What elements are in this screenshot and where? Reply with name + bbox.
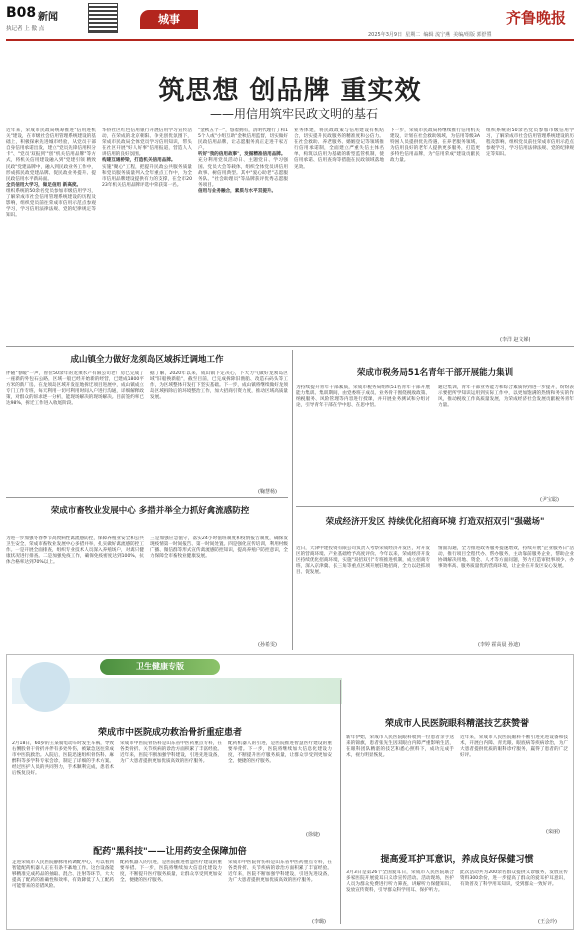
article-title-livestock: 荣成市畜牧业发展中心 多措并举全力抓好禽流感防控: [50, 506, 250, 516]
article-body: 情面沟通，全力推进政务服务提速增效，持续开展"企业服务日"活动，推行项目全程代办、帮办服务，主动靠前服务企业，帮助企业协调解决用地、资金、人才等方面问题，努力打造审批事项少、办事效率高、服务质量优的营商环境，让企业在开发区安心发展。: [438, 546, 574, 570]
article-body: 为进一步加强冬春季节高致病性禽流感防控，保障养殖业安全和公共卫生安全，荣成市畜牧业发展中心多措并举，扎实做好禽流感防控工作。一是开展全面排查，组织专业技术人员深入养殖场户，对禽只健康状况进行排查。二是加强免疫工作，确保免疫密度达到100%，抗体合格率达到70%以上。: [6, 536, 144, 566]
article-title-chengshan: 成山镇全力做好龙须岛区域拆迁调地工作: [70, 355, 224, 365]
article-body: 荣成市中医院骨伤科是山东省中医药重点专科，在各类骨折、关节疾病的诊治方面积累了丰富经验。近年来，医院不断加强学科建设，引进先进设备，为广大患者提供更加优质高效的医疗服务。: [228, 860, 332, 884]
article-byline: (王会玲): [538, 919, 557, 925]
lead-title: 筑思想 创品牌 重实效: [158, 76, 422, 106]
article-body: 三是加强应急值守，落实24小时值班制度和疫情报告制度，确保发现疫情第一时间报告、第一时间处置。四是强化宣传培训，利用村级广播、微信群等形式宣传禽流感防控知识，提高养殖户防控意识，全力保障全市畜牧业健康发展。: [150, 536, 288, 560]
article-body: 伴随"春暖"一声，曾位50余年的龙须水产有限公司老厂房已完成了一座新的外包石公路，区域一般已经开始新的经营，已建成1800平方米的新厂房。在龙须岛区域开发征地拆迁项目进展中，成山镇成立专门工作专班，每天利用一切可利用时间入户进行沟通，详细解释政策，对群众的诉求逐一分析，能现场解决的现场解决。目前签约率已达98%，拆迁工作进入收尾阶段。: [6, 371, 144, 407]
lead-col-2: 华侨社区红色信用银行开展信用学习宣传活动，在荣成的北京朝阳、争先创优氛围下，荣成市民政局全体党员学习信用知识，带头在社区开展"好人好事"信用报道，营造人人讲信用的良好氛围。 构建互通桥梁，打造机关信用品牌。 实施"聚心"工程，把提升民政公共服务质量和党员服务质量列入全年重点工作中，为全市信用品牌建设提供有力的支撑，在全市2023年机关信用品牌评选中荣获第一名。: [102, 128, 192, 188]
divider: [6, 497, 288, 498]
column-divider: [292, 350, 293, 650]
article-body: 据了解，2020年以来，成山镇下定决心，下大力气做好龙须岛区域"旧船换新船"，截至目前，已完成拆除旧渔船、改造石码头等工作，为区域整体开发打下坚实基础。下一步，成山镇将继续做好龙须岛区域拆除后的环境整治工作，加大招商引资力度，推动区域高质量发展。: [150, 371, 288, 401]
article-body: 近日，天津中建投资有限公司负责人考察荣成经济开发区，对开发区的营商环境、产业基础给予高度评价。今年以来，荣成经济开发区持续优化招商环境，实施"双招双引"专班推进机制，成立招商专班，深入京津冀、长三角等重点区域开展驻地招商，全力以赴抓项目、促发展。: [296, 546, 430, 576]
lead-col-4: 业务体建，将民政政策与信用建设有机结合，切实提升民政服务的精准度和公信力。在社会救助、养老服务、婚姻登记等领域推行信用承诺制，全面建立严重失信主体名单，构筑以信用为基础的新型监管机制，使信用承诺、信用查询等措施在民政领域落地见效。: [294, 128, 384, 170]
editor-line: 执记者 上 傲 点: [6, 26, 45, 32]
lead-col-1: 近年来，荣成市民政局统筹推进"信用进机关"建设，在市级社会信用管理系统建设的基础上，积极探索先进城市经验，从党员干部自身信用承诺出发，建立"党员先锋信用积分卡"、"党员'双报到'"创"机关信用品牌"等方式，将机关信用建设融入到"党建引领 精致民政"党建品牌中，融入到民政业务工作中，形成抓民政党建品牌、促民政业务提升、提民政信用水平新局面。 全员信用大学习，做足信用 新高度。 组织系统的50余名党员参加市级信用学习，了解荣成市社会信用管理系统建设的历程及影响，组织党员前往荣成市信用示范点参观学习，学习信用法律法规、党的纪律规定等知识。: [6, 128, 96, 219]
article-byline: (徐婕): [306, 832, 320, 838]
lead-subtitle: ——用信用筑牢民政文明的基石: [210, 107, 379, 121]
date-line: 2025年3月9日 星期二 编辑 流宁燕 美编/组版 郭舒曌: [368, 32, 492, 38]
channel-tag: [140, 10, 198, 29]
article-byline: (李婷 霍高晨 孙迪): [478, 642, 521, 648]
divider: [296, 506, 574, 507]
article-body: 新年伊始，荣成市人民医院眼科收到一位患者亲手送来的锦旗，患者张先生因双眼白内障严重影响生活，在眼科团队精湛的技艺和悉心照料下，成功完成手术，视力明显恢复。: [346, 735, 454, 759]
article-title-ear: 提高爱耳护耳意识，养成良好保健习惯: [380, 855, 534, 865]
article-title-devzone: 荣成经济开发区 持续优化招商环境 打造双招双引"强磁场": [325, 517, 545, 527]
article-body: 配药机器人的引进，是医院推进智慧医疗建设的重要举措。下一步，医院将继续加大信息化建设力度，不断提升医疗服务质量，让群众享受到更加安全、便捷的医疗服务。: [120, 860, 222, 884]
article-body: 走进荣成市人民医院静脉用药调配中心，可以看到智能配药机器人正在有条不紊地工作。这台设备能够精准完成药品的抽取、混合、注射等环节，大大提高了配药的准确性和效率，有效降低了人工配药可能带来的差错风险。: [12, 860, 114, 890]
article-byline: (李璐): [312, 919, 326, 925]
section-label: 新闻: [38, 12, 58, 23]
article-body: 此次活动共为200余名群众提供义诊服务，发放宣传资料300余份，进一步提高了群众的爱耳护耳意识，有效普及了科学用耳知识，受到群众一致好评。: [460, 870, 568, 888]
article-title-tax: 荣成市税务局51名青年干部开展能力集训: [356, 368, 514, 378]
column-divider: [340, 680, 341, 924]
qr-code: [88, 3, 118, 33]
divider: [6, 346, 574, 347]
health-banner-label: 卫生健康专版: [136, 662, 184, 671]
article-body: 为持续提升青年干部素质，荣成市税务局组织51名青年干部开展能力集训。集训期间，由党委班子成员、业务骨干围绕税收政策、纳税服务、风险管理等内容进行授课，并开展业务测试和分组讨论，引导青年干部在学中思、在思中悟。: [296, 385, 430, 409]
article-byline: (孙希雯): [258, 642, 277, 648]
lead-col-6: 组织系统的50余名党员参加市级信用学习，了解荣成市社会信用管理系统建设的历程及影响，组织党员前往荣成市信用示范点参观学习，学习信用法律法规、党的纪律规定等知识。: [486, 128, 574, 158]
article-byline: (鞠慧杨): [258, 489, 277, 495]
article-title-eye: 荣成市人民医院眼科精湛技艺获赞誉: [384, 719, 529, 729]
lead-col-5: 下一步，荣成市民政局将继续推行信用机关建设，计划在社会救助领域，为信用等级3A特困人员提供优先待遇，在养老服务领域，为信用良好的老年人提供更多服务，打造更多特色信用品牌，为"信用荣成"建设贡献民政力量。: [390, 128, 480, 164]
page-number: B08: [6, 5, 37, 21]
article-body: 2月18日，60岁的王某骑电动车时发生车祸，导致右侧股骨干骨折并伴有多处外伤，被紧急送往荣成市中医院救治。入院后，医院迅速组织骨伤科、麻醉科等多学科专家会诊，制定了详细的手术方案。经过医护人员的共同努力，手术顺利完成，患者术后恢复良好。: [12, 741, 114, 777]
health-banner: [100, 659, 220, 675]
article-title-pharmacy: 配药"黑科技"——让用药安全保障加倍: [93, 847, 247, 857]
article-byline: (尹宝聪): [540, 497, 559, 503]
article-body: 荣成市中医院骨伤科是山东省中医药重点专科，在各类骨折、关节疾病的诊治方面积累了丰富经验。近年来，医院不断加强学科建设，引进先进设备，为广大患者提供更加优质高效的医疗服务。: [120, 741, 222, 765]
article-body: 配药机器人的引进，是医院推进智慧医疗建设的重要举措。下一步，医院将继续加大信息化建设力度，不断提升医疗服务质量，让群众享受到更加安全、便捷的医疗服务。: [228, 741, 332, 765]
article-body: 通过集训，青年干部业务能力和综合素质得到进一步提升，纷纷表示要把所学知识运用到实际工作中，以更加饱满的热情和务实的作风，推动税收工作高质量发展，为荣成经济社会发展贡献税务青年力量。: [438, 385, 574, 409]
lead-col-3: "金秋五个一"，悠着拥有，清明代理行了和15个人或"小组互助"金秋信用监督，切实做好民政信用品牌，让志愿服务真正走进千家万户。 听好"我的信用故事"，发掘精准信用品牌。 充分利用党员活动日、主题党日、学习强国、党员大会等载体，组织全体党员讲信用故事、树信用典型。其中"爱心助老"志愿服务队、"社会助理员"等品牌获评优秀志愿服务项目。 信用与业务融合，素质与水平双提升。: [198, 128, 288, 194]
lead-byline: (李洋 赵文娣): [500, 337, 531, 343]
channel-label: 城事: [158, 13, 180, 26]
article-byline: (栾丽): [546, 829, 560, 835]
hospital-illustration: [20, 662, 70, 712]
article-body: 近年来，荣成市人民医院眼科不断引进先进设备和技术，开展白内障、青光眼、眼底病等疾病诊治，为广大患者提供优质的眼科诊疗服务，赢得了患者的广泛好评。: [460, 735, 568, 759]
header-rule: [6, 39, 574, 41]
article-title-tcm: 荣成市中医院成功救治骨折重症患者: [97, 728, 242, 738]
masthead-logo: 齐鲁晚报: [505, 9, 566, 27]
article-body: 3月3日是第26个全国爱耳日，荣成市人民医院联合多家医院开展爱耳日义诊宣传活动。活动现场，医护人员为群众免费进行听力筛查，讲解听力保健知识，发放宣传资料，引导群众科学用耳、保护听力。: [346, 870, 454, 894]
